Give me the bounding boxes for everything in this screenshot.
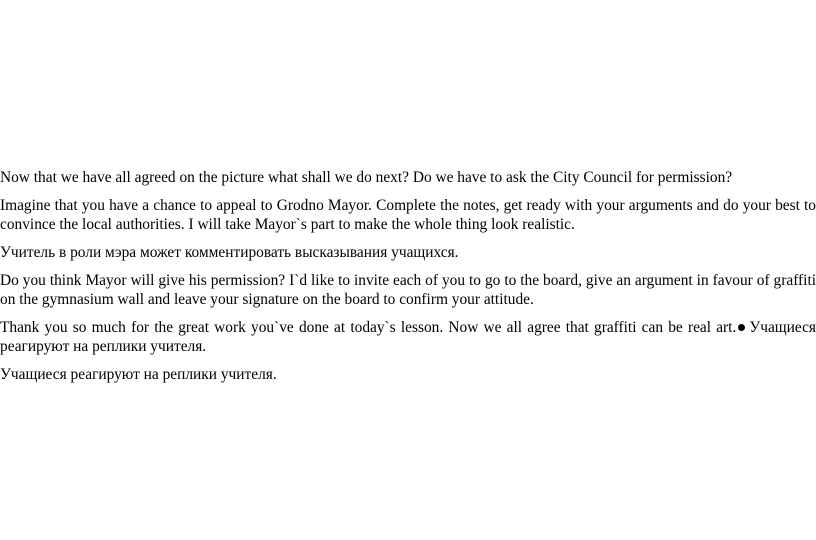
bullet-icon: [738, 324, 745, 331]
paragraph-appeal-to-mayor: Imagine that you have a chance to appeal to Grodno Mayor. Complete the notes, get ready with your arguments and do your best to convince the local authorities. I will take Mayor`s part to make the whole thing look realistic.: [0, 197, 816, 233]
paragraph-permission: Do you think Mayor will give his permission? I`d like to invite each of you to go to the board, give an argument in favour of graffiti on the gymnasium wall and leave your signature on the board to confirm your attitude.: [0, 272, 816, 308]
thanks-text: Thank you so much for the great work you`ve done at today`s lesson. Now we all agree that graffiti can be real art.: [0, 319, 737, 336]
student-reaction-inline: Учащиеся реагируют на реплики учителя.: [0, 319, 816, 355]
paragraph-student-reaction: Учащиеся реагируют на реплики учителя.: [0, 366, 277, 383]
paragraph-thanks: [0, 318, 816, 356]
paragraph-next-step: Now that we have all agreed on the picture what shall we do next? Do we have to ask the City Council for permission?: [0, 169, 733, 186]
document-body: [0, 168, 816, 393]
paragraph-teacher-comment: Учитель в роли мэра может комментировать высказывания учащихся.: [0, 244, 459, 261]
